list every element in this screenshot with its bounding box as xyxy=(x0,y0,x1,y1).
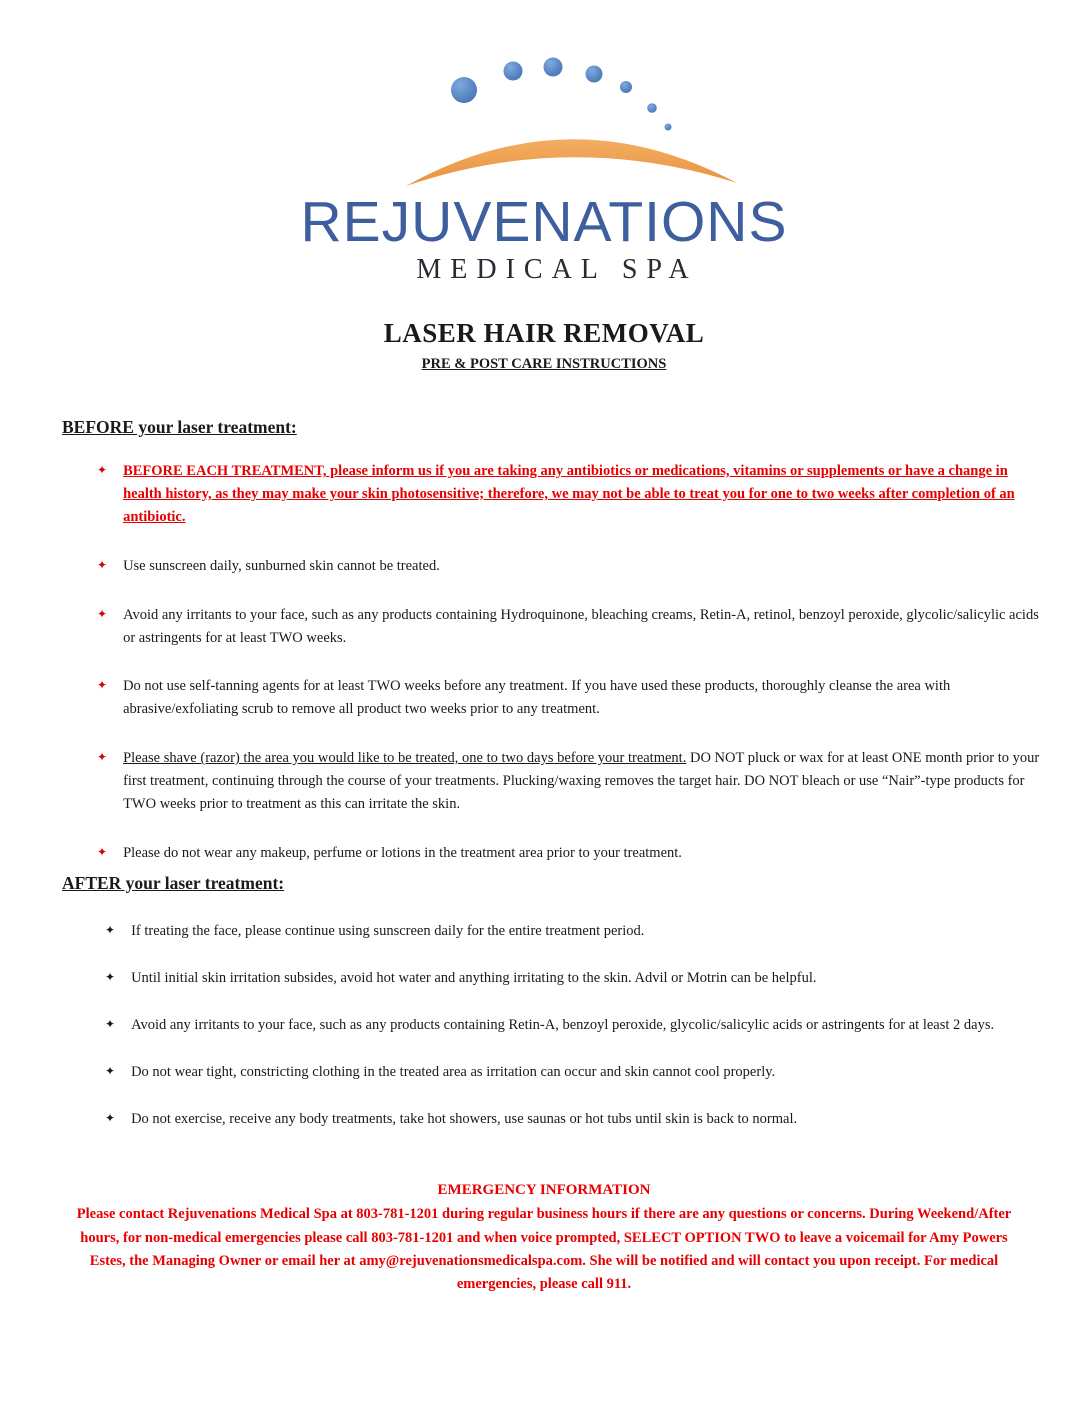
logo xyxy=(0,0,1088,286)
list-item xyxy=(0,1061,1088,1084)
diamond-bullet-icon: ✦ xyxy=(97,557,108,572)
page-title: LASER HAIR REMOVAL xyxy=(383,318,705,348)
page-subtitle: PRE & POST CARE INSTRUCTIONS xyxy=(421,356,667,372)
diamond-bullet-icon: ✦ xyxy=(97,606,108,621)
list-item xyxy=(0,1014,1088,1037)
instruction-text: Do not exercise, receive any body treatments, take hot showers, use saunas or hot tubs until skin is back to normal. xyxy=(131,1110,798,1127)
before-instruction-list xyxy=(0,460,1088,865)
diamond-bullet-icon: ✦ xyxy=(97,463,108,477)
instruction-text: Avoid any irritants to your face, such as any products containing Hydroquinone, bleaching creams, Retin-A, retinol, benzoyl peroxide, glycolic/salicylic acids or astringents for at least TWO weeks. xyxy=(123,606,1039,646)
instruction-text: Do not wear tight, constricting clothing in the treated area as irritation can occur and skin cannot cool properly. xyxy=(131,1063,776,1080)
instruction-text: Please do not wear any makeup, perfume or lotions in the treatment area prior to your treatment. xyxy=(123,844,682,861)
before-section-heading: BEFORE your laser treatment: xyxy=(62,417,297,437)
logo-swoosh-and-dots-icon xyxy=(304,50,784,198)
list-item xyxy=(0,920,1088,943)
diamond-bullet-icon: ✦ xyxy=(105,1063,116,1078)
list-item xyxy=(0,675,1088,721)
brand-name: REJUVENATIONS xyxy=(300,190,788,254)
instruction-text: Avoid any irritants to your face, such as any products containing Retin-A, benzoyl peroxide, glycolic/salicylic acids or astringents for at least 2 days. xyxy=(131,1016,995,1033)
list-item xyxy=(0,555,1088,578)
list-item xyxy=(0,967,1088,990)
list-item xyxy=(0,604,1088,650)
after-section-heading: AFTER your laser treatment: xyxy=(62,872,285,893)
instruction-text: If treating the face, please continue using sunscreen daily for the entire treatment period. xyxy=(131,922,645,939)
instruction-text-rest: DO NOT pluck or wax for at least ONE month prior to your first treatment, continuing through the course of your treatments. Plucking/waxing removes the target hair. DO NOT bleach or use “Nair”-type products for TWO weeks prior to treatment as this can irritate the skin. xyxy=(123,750,1040,813)
diamond-bullet-icon: ✦ xyxy=(97,844,108,859)
diamond-bullet-icon: ✦ xyxy=(105,969,116,984)
instruction-text-alert: BEFORE EACH TREATMENT, please inform us if you are taking any antibiotics or medications, vitamins or supplements or have a change in health history, as they may make your skin photosensitive; therefore, we may not be able to treat you for one to two weeks after completion of an antibiotic. xyxy=(123,463,1015,525)
list-item xyxy=(0,747,1088,816)
diamond-bullet-icon: ✦ xyxy=(105,1110,116,1125)
diamond-bullet-icon: ✦ xyxy=(97,750,108,765)
emergency-heading: EMERGENCY INFORMATION xyxy=(437,1182,651,1199)
logo-dots-icon xyxy=(451,58,672,131)
list-item xyxy=(0,460,1088,529)
instruction-text-underlined: Please shave (razor) the area you would like to be treated, one to two days before your treatment. xyxy=(123,750,687,767)
emergency-body-text: Please contact Rejuvenations Medical Spa at 803-781-1201 during regular business hours if there are any questions or concerns. During Weekend/After hours, for non-medical emergencies please call 803-781-1201 and when voice prompted, SELECT OPTION TWO to leave a voicemail for Amy Powers Estes, the Managing Owner or email her at amy@rejuvenationsmedicalspa.com. She will be notified and will contact you upon receipt. For medical emergencies, please call 911. xyxy=(76,1206,1012,1292)
list-item xyxy=(0,1108,1088,1131)
brand-subtitle: MEDICAL SPA xyxy=(416,254,698,285)
diamond-bullet-icon: ✦ xyxy=(105,1016,116,1031)
instruction-text: Do not use self-tanning agents for at least TWO weeks before any treatment. If you have used these products, thoroughly cleanse the area with abrasive/exfoliating scrub to remove all product two weeks prior to any treatment. xyxy=(123,678,951,718)
diamond-bullet-icon: ✦ xyxy=(97,678,108,693)
instruction-text: Use sunscreen daily, sunburned skin cannot be treated. xyxy=(123,557,440,574)
list-item xyxy=(0,842,1088,865)
instruction-text xyxy=(123,747,1040,816)
diamond-bullet-icon: ✦ xyxy=(105,922,116,937)
emergency-section xyxy=(0,1182,1088,1296)
logo-swoosh-icon xyxy=(406,139,737,186)
instruction-text: Until initial skin irritation subsides, avoid hot water and anything irritating to the skin. Advil or Motrin can be helpful. xyxy=(131,969,817,986)
after-instruction-list xyxy=(0,920,1088,1131)
